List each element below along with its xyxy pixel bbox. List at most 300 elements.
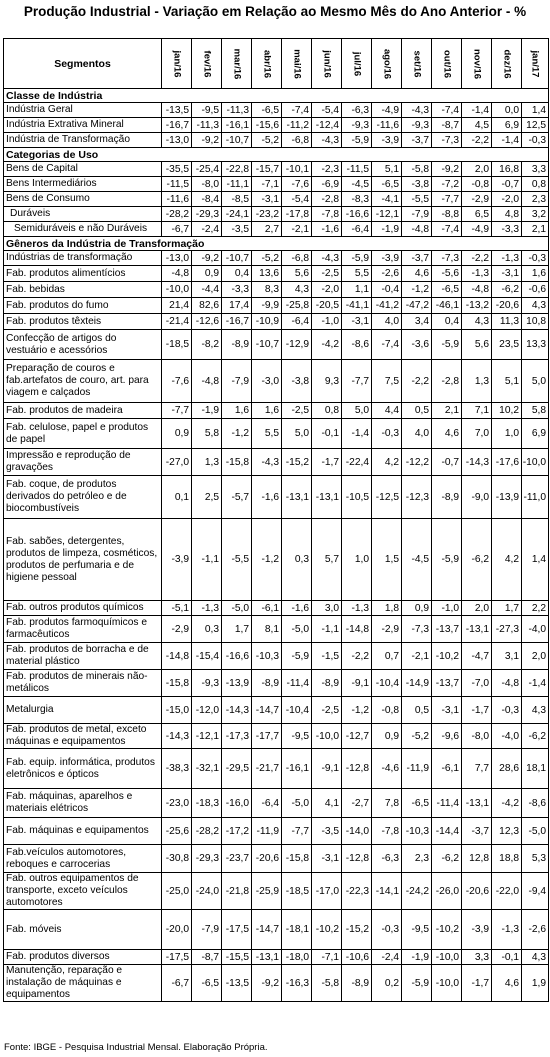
month-header <box>252 39 282 89</box>
value-cell: -22,0 <box>492 873 522 910</box>
table-row <box>4 845 549 873</box>
value-cell: -1,0 <box>432 601 462 616</box>
value-cell: -10,4 <box>282 697 312 724</box>
value-cell: 4,3 <box>522 950 549 965</box>
value-cell: -11,0 <box>522 476 549 519</box>
header-row <box>4 39 549 89</box>
section-title: Gêneros da Indústria de Transformação <box>4 237 549 251</box>
value-cell: 9,3 <box>312 360 342 403</box>
value-cell: -29,3 <box>192 845 222 873</box>
segment-label: Fab. sabões, detergentes, produtos de limpeza, cosméticos, produtos de perfumaria e de higiene pessoal <box>4 519 162 601</box>
value-cell: -3,1 <box>312 845 342 873</box>
value-cell: -12,0 <box>192 697 222 724</box>
value-cell: -5,0 <box>282 616 312 643</box>
value-cell: -12,8 <box>342 845 372 873</box>
month-header <box>222 39 252 89</box>
value-cell: -16,1 <box>222 118 252 133</box>
section-title: Categorias de Uso <box>4 148 549 162</box>
value-cell: -3,1 <box>492 266 522 282</box>
value-cell: -21,8 <box>222 873 252 910</box>
value-cell: -14,1 <box>372 873 402 910</box>
value-cell: 0,9 <box>402 601 432 616</box>
table-row <box>4 251 549 266</box>
segment-label: Fab. produtos diversos <box>4 950 162 965</box>
value-cell: -4,2 <box>492 789 522 818</box>
value-cell: -12,2 <box>402 449 432 476</box>
value-cell: -15,5 <box>222 950 252 965</box>
value-cell: -0,6 <box>522 282 549 298</box>
value-cell: -7,1 <box>252 177 282 192</box>
value-cell: -3,8 <box>402 177 432 192</box>
value-cell: 2,3 <box>402 845 432 873</box>
value-cell: -17,5 <box>222 910 252 950</box>
value-cell: -24,0 <box>192 873 222 910</box>
value-cell: 10,2 <box>492 403 522 419</box>
value-cell: -10,0 <box>432 950 462 965</box>
value-cell: 1,7 <box>492 601 522 616</box>
table-row <box>4 643 549 670</box>
value-cell: -4,6 <box>372 749 402 789</box>
value-cell: -12,1 <box>372 207 402 222</box>
table-row <box>4 192 549 207</box>
value-cell: -20,6 <box>252 845 282 873</box>
value-cell: 1,0 <box>342 519 372 601</box>
value-cell: -12,7 <box>342 724 372 749</box>
value-cell: -1,6 <box>252 476 282 519</box>
value-cell: -8,7 <box>432 118 462 133</box>
value-cell: 18,8 <box>492 845 522 873</box>
value-cell: -6,5 <box>432 282 462 298</box>
value-cell: -18,5 <box>282 873 312 910</box>
value-cell: -5,7 <box>222 476 252 519</box>
value-cell: 3,3 <box>462 950 492 965</box>
value-cell: -1,5 <box>312 643 342 670</box>
value-cell: -7,0 <box>462 670 492 697</box>
value-cell: -2,0 <box>492 192 522 207</box>
value-cell: -4,8 <box>492 670 522 697</box>
value-cell: 2,0 <box>462 601 492 616</box>
value-cell: -13,5 <box>162 103 192 118</box>
value-cell: -15,7 <box>252 162 282 177</box>
value-cell: -13,1 <box>282 476 312 519</box>
value-cell: 1,6 <box>222 403 252 419</box>
value-cell: -9,5 <box>282 724 312 749</box>
value-cell: -7,7 <box>282 818 312 845</box>
value-cell: -6,1 <box>432 749 462 789</box>
segment-label: Fab. produtos do fumo <box>4 298 162 314</box>
value-cell: -1,3 <box>462 266 492 282</box>
value-cell: 1,3 <box>192 449 222 476</box>
value-cell: -4,8 <box>162 266 192 282</box>
value-cell: -13,1 <box>252 950 282 965</box>
value-cell: 5,0 <box>282 419 312 449</box>
value-cell: -11,3 <box>222 103 252 118</box>
value-cell: -17,5 <box>162 950 192 965</box>
value-cell: -27,0 <box>162 449 192 476</box>
table-row <box>4 330 549 360</box>
value-cell: -6,2 <box>432 845 462 873</box>
value-cell: -1,3 <box>492 910 522 950</box>
table-row <box>4 177 549 192</box>
value-cell: -9,6 <box>432 724 462 749</box>
value-cell: -25,0 <box>162 873 192 910</box>
value-cell: -10,2 <box>432 910 462 950</box>
value-cell: -6,2 <box>462 519 492 601</box>
table-row <box>4 298 549 314</box>
value-cell: -10,3 <box>402 818 432 845</box>
segment-label: Fab. produtos alimentícios <box>4 266 162 282</box>
value-cell: -14,7 <box>252 910 282 950</box>
value-cell: -7,9 <box>192 910 222 950</box>
value-cell: 5,8 <box>522 403 549 419</box>
value-cell: -8,9 <box>342 965 372 1002</box>
segment-label: Metalurgia <box>4 697 162 724</box>
value-cell: -4,2 <box>312 330 342 360</box>
value-cell: -6,2 <box>492 282 522 298</box>
value-cell: 23,5 <box>492 330 522 360</box>
value-cell: -4,8 <box>192 360 222 403</box>
segment-label: Fab. produtos farmoquímicos e farmacêuticos <box>4 616 162 643</box>
month-header <box>312 39 342 89</box>
value-cell: -1,1 <box>312 616 342 643</box>
value-cell: -6,5 <box>252 103 282 118</box>
value-cell: -10,7 <box>252 330 282 360</box>
value-cell: -14,4 <box>432 818 462 845</box>
value-cell: 12,5 <box>522 118 549 133</box>
value-cell: -8,9 <box>312 670 342 697</box>
value-cell: -1,4 <box>522 670 549 697</box>
value-cell: -24,2 <box>402 873 432 910</box>
value-cell: -1,3 <box>192 601 222 616</box>
table-row <box>4 789 549 818</box>
section-header-row <box>4 237 549 251</box>
table-row <box>4 697 549 724</box>
value-cell: -15,6 <box>252 118 282 133</box>
value-cell: 7,0 <box>462 419 492 449</box>
value-cell: -14,0 <box>342 818 372 845</box>
value-cell: -9,3 <box>192 670 222 697</box>
value-cell: 2,7 <box>252 222 282 237</box>
value-cell: -12,9 <box>282 330 312 360</box>
value-cell: -5,0 <box>222 601 252 616</box>
value-cell: -12,1 <box>192 724 222 749</box>
month-label: set/16 <box>411 50 422 77</box>
month-header <box>192 39 222 89</box>
value-cell: -2,5 <box>312 697 342 724</box>
segment-label: Manutenção, reparação e instalação de máquinas e equipamentos <box>4 965 162 1002</box>
value-cell: 21,4 <box>162 298 192 314</box>
table-row <box>4 207 549 222</box>
value-cell: 5,1 <box>372 162 402 177</box>
value-cell: -8,8 <box>432 207 462 222</box>
value-cell: -8,4 <box>192 192 222 207</box>
value-cell: -13,0 <box>162 251 192 266</box>
value-cell: -1,2 <box>342 697 372 724</box>
value-cell: -14,9 <box>402 670 432 697</box>
value-cell: -9,1 <box>342 670 372 697</box>
value-cell: -17,8 <box>282 207 312 222</box>
value-cell: -4,0 <box>492 724 522 749</box>
value-cell: -1,0 <box>312 314 342 330</box>
value-cell: -2,4 <box>192 222 222 237</box>
segment-label: Fab. máquinas e equipamentos <box>4 818 162 845</box>
value-cell: -4,3 <box>252 449 282 476</box>
value-cell: -11,2 <box>282 118 312 133</box>
value-cell: -17,0 <box>312 873 342 910</box>
value-cell: -6,4 <box>252 789 282 818</box>
value-cell: 1,9 <box>522 965 549 1002</box>
value-cell: -11,6 <box>372 118 402 133</box>
value-cell: -2,2 <box>402 360 432 403</box>
value-cell: -8,6 <box>342 330 372 360</box>
value-cell: -30,8 <box>162 845 192 873</box>
value-cell: 3,2 <box>522 207 549 222</box>
value-cell: -7,6 <box>162 360 192 403</box>
value-cell: -13,1 <box>462 616 492 643</box>
value-cell: -3,1 <box>252 192 282 207</box>
value-cell: -4,0 <box>522 616 549 643</box>
value-cell: -28,2 <box>192 818 222 845</box>
value-cell: 4,6 <box>432 419 462 449</box>
value-cell: -7,4 <box>432 222 462 237</box>
table-row <box>4 133 549 148</box>
value-cell: 2,5 <box>192 476 222 519</box>
month-label: jan/16 <box>171 50 182 77</box>
value-cell: 4,2 <box>492 519 522 601</box>
value-cell: -11,4 <box>432 789 462 818</box>
value-cell: -10,6 <box>342 950 372 965</box>
value-cell: -1,3 <box>342 601 372 616</box>
value-cell: -5,9 <box>402 965 432 1002</box>
value-cell: -20,0 <box>162 910 192 950</box>
value-cell: -2,4 <box>372 950 402 965</box>
value-cell: -7,3 <box>402 616 432 643</box>
value-cell: -14,3 <box>162 724 192 749</box>
value-cell: -7,4 <box>282 103 312 118</box>
value-cell: -9,5 <box>192 103 222 118</box>
value-cell: -8,5 <box>222 192 252 207</box>
month-label: jul/16 <box>351 51 362 76</box>
value-cell: -1,4 <box>342 419 372 449</box>
value-cell: -8,3 <box>342 192 372 207</box>
value-cell: -29,3 <box>192 207 222 222</box>
value-cell: -17,3 <box>222 724 252 749</box>
value-cell: -3,5 <box>312 818 342 845</box>
value-cell: -1,1 <box>192 519 222 601</box>
value-cell: 5,0 <box>342 403 372 419</box>
value-cell: -13,9 <box>222 670 252 697</box>
value-cell: -17,6 <box>492 449 522 476</box>
table-row <box>4 616 549 643</box>
value-cell: 4,3 <box>522 697 549 724</box>
segment-label: Bens de Consumo <box>4 192 162 207</box>
value-cell: -2,0 <box>312 282 342 298</box>
value-cell: -9,0 <box>462 476 492 519</box>
value-cell: -6,9 <box>312 177 342 192</box>
value-cell: -20,6 <box>462 873 492 910</box>
value-cell: -21,4 <box>162 314 192 330</box>
value-cell: -6,8 <box>282 133 312 148</box>
value-cell: -32,1 <box>192 749 222 789</box>
value-cell: 2,0 <box>462 162 492 177</box>
value-cell: 4,5 <box>462 118 492 133</box>
value-cell: -11,5 <box>162 177 192 192</box>
segment-label: Fab. equip. informática, produtos eletrônicos e ópticos <box>4 749 162 789</box>
table-row <box>4 419 549 449</box>
value-cell: -5,8 <box>312 965 342 1002</box>
table-row <box>4 670 549 697</box>
value-cell: 5,7 <box>312 519 342 601</box>
value-cell: -5,8 <box>402 162 432 177</box>
segment-label: Semiduráveis e não Duráveis <box>4 222 162 237</box>
value-cell: -5,9 <box>432 519 462 601</box>
table-row <box>4 403 549 419</box>
value-cell: -12,8 <box>342 749 372 789</box>
table-row <box>4 724 549 749</box>
value-cell: -5,0 <box>522 818 549 845</box>
value-cell: -11,4 <box>282 670 312 697</box>
value-cell: -15,8 <box>162 670 192 697</box>
segment-label: Fab. produtos de borracha e de material plástico <box>4 643 162 670</box>
value-cell: -0,7 <box>492 177 522 192</box>
value-cell: 5,1 <box>492 360 522 403</box>
table-row <box>4 103 549 118</box>
value-cell: 0,4 <box>432 314 462 330</box>
value-cell: -4,8 <box>402 222 432 237</box>
value-cell: 12,3 <box>492 818 522 845</box>
value-cell: -5,5 <box>402 192 432 207</box>
value-cell: -1,7 <box>462 697 492 724</box>
month-label: abr/16 <box>261 49 272 78</box>
value-cell: -20,6 <box>492 298 522 314</box>
value-cell: 0,9 <box>192 266 222 282</box>
value-cell: 0,9 <box>162 419 192 449</box>
value-cell: -5,0 <box>282 789 312 818</box>
value-cell: -7,7 <box>342 360 372 403</box>
table-row <box>4 476 549 519</box>
segment-label: Fab. celulose, papel e produtos de papel <box>4 419 162 449</box>
value-cell: 3,1 <box>492 643 522 670</box>
value-cell: -9,2 <box>192 133 222 148</box>
table-row <box>4 950 549 965</box>
month-label: fev/16 <box>201 50 212 77</box>
table-row <box>4 449 549 476</box>
value-cell: -3,7 <box>402 251 432 266</box>
value-cell: 5,6 <box>462 330 492 360</box>
value-cell: -1,6 <box>282 601 312 616</box>
value-cell: -1,4 <box>462 103 492 118</box>
month-header <box>432 39 462 89</box>
value-cell: 5,5 <box>252 419 282 449</box>
value-cell: -23,0 <box>162 789 192 818</box>
value-cell: 28,6 <box>492 749 522 789</box>
value-cell: -3,1 <box>432 697 462 724</box>
value-cell: 4,3 <box>282 282 312 298</box>
value-cell: 8,3 <box>252 282 282 298</box>
value-cell: -41,2 <box>372 298 402 314</box>
value-cell: -0,3 <box>372 910 402 950</box>
value-cell: 1,6 <box>522 266 549 282</box>
table-row <box>4 519 549 601</box>
value-cell: -14,7 <box>252 697 282 724</box>
value-cell: 0,0 <box>492 103 522 118</box>
segment-label: Preparação de couros e fab.artefatos de couro, art. para viagem e calçados <box>4 360 162 403</box>
value-cell: -1,7 <box>462 965 492 1002</box>
value-cell: -15,8 <box>282 845 312 873</box>
value-cell: -15,0 <box>162 697 192 724</box>
value-cell: -4,8 <box>462 282 492 298</box>
value-cell: -9,5 <box>402 910 432 950</box>
value-cell: -13,0 <box>162 133 192 148</box>
value-cell: 1,7 <box>222 616 252 643</box>
value-cell: -5,5 <box>222 519 252 601</box>
value-cell: -9,1 <box>312 749 342 789</box>
value-cell: -2,8 <box>432 360 462 403</box>
value-cell: -9,2 <box>252 965 282 1002</box>
value-cell: -3,9 <box>162 519 192 601</box>
value-cell: 0,3 <box>282 519 312 601</box>
month-label: nov/16 <box>471 48 482 79</box>
value-cell: -5,6 <box>432 266 462 282</box>
value-cell: -4,9 <box>372 103 402 118</box>
segment-header: Segmentos <box>4 39 162 89</box>
value-cell: -10,5 <box>342 476 372 519</box>
value-cell: 4,4 <box>372 403 402 419</box>
value-cell: -4,3 <box>312 133 342 148</box>
value-cell: 6,9 <box>522 419 549 449</box>
value-cell: -15,2 <box>282 449 312 476</box>
value-cell: -6,8 <box>282 251 312 266</box>
value-cell: -10,4 <box>372 670 402 697</box>
value-cell: -12,6 <box>192 314 222 330</box>
value-cell: -12,5 <box>372 476 402 519</box>
value-cell: -1,2 <box>252 519 282 601</box>
segment-label: Fab. produtos de madeira <box>4 403 162 419</box>
value-cell: -6,7 <box>162 965 192 1002</box>
month-header <box>522 39 549 89</box>
value-cell: -5,9 <box>432 330 462 360</box>
value-cell: -7,2 <box>432 177 462 192</box>
value-cell: -2,5 <box>282 403 312 419</box>
value-cell: -25,9 <box>252 873 282 910</box>
value-cell: -18,3 <box>192 789 222 818</box>
value-cell: -1,3 <box>492 251 522 266</box>
value-cell: -2,1 <box>282 222 312 237</box>
value-cell: 1,5 <box>372 519 402 601</box>
value-cell: -8,9 <box>432 476 462 519</box>
value-cell: -2,9 <box>162 616 192 643</box>
value-cell: -1,9 <box>402 950 432 965</box>
value-cell: -6,7 <box>162 222 192 237</box>
value-cell: -16,7 <box>162 118 192 133</box>
value-cell: -8,9 <box>222 330 252 360</box>
segment-label: Indústrias de transformação <box>4 251 162 266</box>
segment-label: Fab. outros equipamentos de transporte, exceto veículos automotores <box>4 873 162 910</box>
month-header <box>462 39 492 89</box>
value-cell: -7,6 <box>282 177 312 192</box>
value-cell: 1,4 <box>522 519 549 601</box>
value-cell: -18,1 <box>282 910 312 950</box>
value-cell: -27,3 <box>492 616 522 643</box>
value-cell: -4,5 <box>342 177 372 192</box>
value-cell: -7,3 <box>432 133 462 148</box>
value-cell: 5,8 <box>192 419 222 449</box>
value-cell: -10,1 <box>282 162 312 177</box>
value-cell: -3,9 <box>372 133 402 148</box>
value-cell: -38,3 <box>162 749 192 789</box>
value-cell: -15,2 <box>342 910 372 950</box>
value-cell: -0,7 <box>432 449 462 476</box>
